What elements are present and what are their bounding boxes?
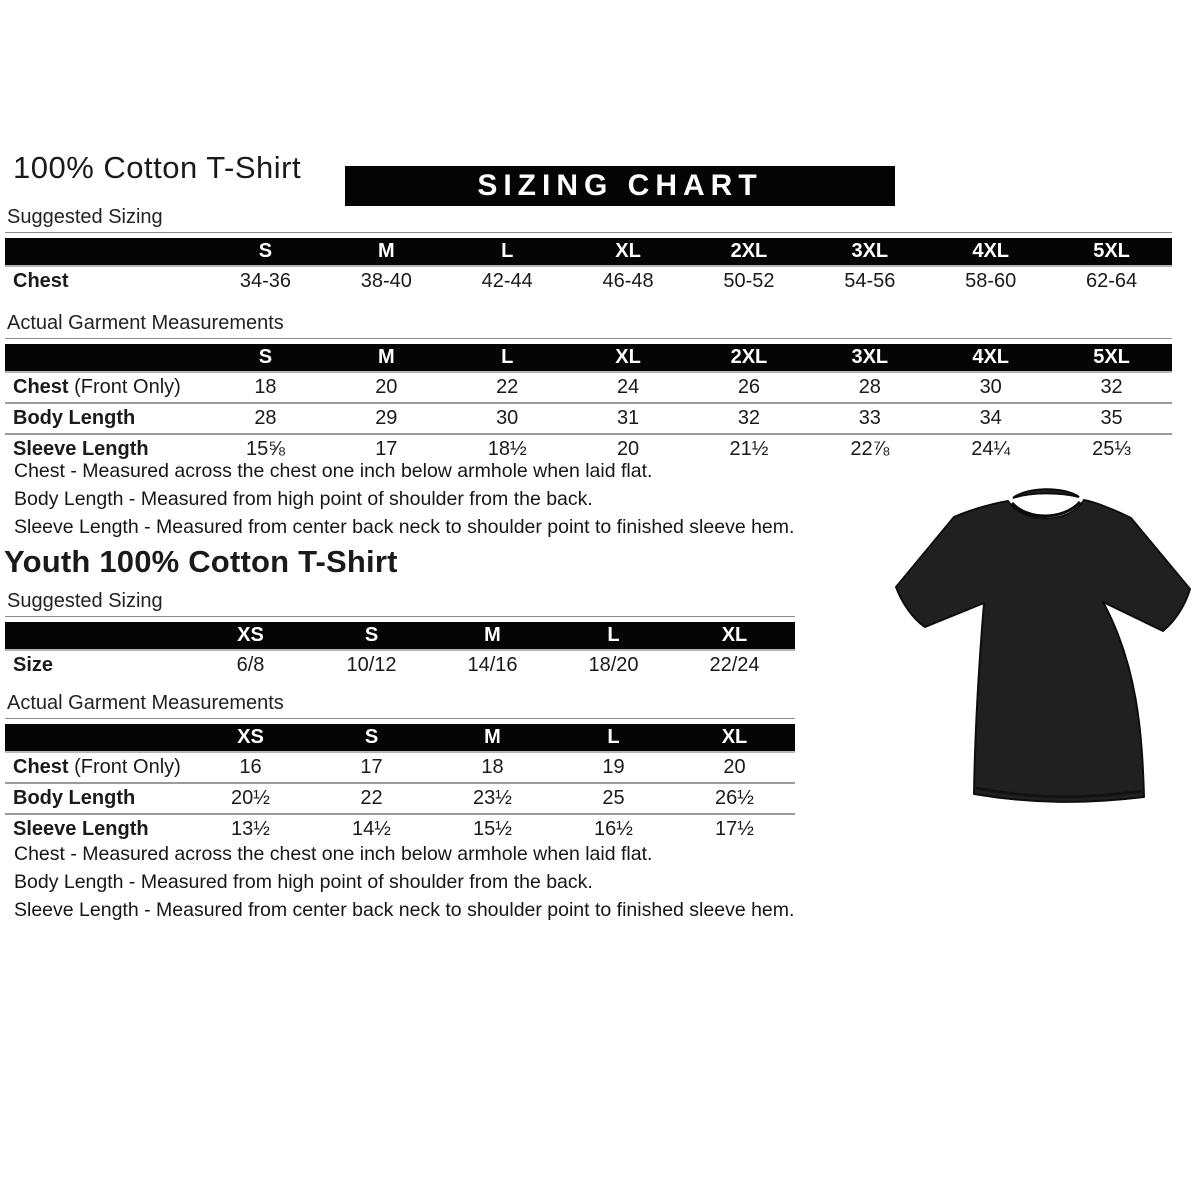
cell-value: 22⅞ (809, 434, 930, 464)
cell-value: 35 (1051, 403, 1172, 434)
cell-value: 18/20 (588, 654, 639, 676)
column-header: M (432, 622, 553, 650)
cell-value: 13½ (190, 814, 311, 844)
cell-value: 32 (1100, 376, 1123, 398)
cell-value: 24¼ (930, 434, 1051, 464)
adult-suggested-sizing-label: Suggested Sizing (5, 206, 1172, 233)
cell-value: 18 (254, 376, 277, 398)
note-chest: Chest - Measured across the chest one inch below armhole when laid flat. (14, 843, 653, 865)
column-header: 3XL (809, 238, 930, 266)
youth-section-title: Youth 100% Cotton T-Shirt (4, 544, 398, 579)
cell-value: 31 (568, 403, 689, 434)
cell-value: 22 (311, 783, 432, 814)
cell-value: 20 (723, 756, 746, 778)
youth-actual-measurements-label: Actual Garment Measurements (5, 692, 795, 719)
cell-value: 30 (979, 376, 1002, 398)
tshirt-graphic (888, 488, 1198, 808)
cell-value: 28 (858, 376, 881, 398)
cell-value: 18 (481, 756, 504, 778)
column-header: 2XL (689, 344, 810, 372)
cell-value: 30 (447, 403, 568, 434)
row-label: Chest (Front Only) (13, 376, 181, 398)
column-header: 5XL (1051, 238, 1172, 266)
cell-value: 26½ (674, 783, 795, 814)
note-chest: Chest - Measured across the chest one inch below armhole when laid flat. (14, 460, 653, 482)
cell-value: 33 (809, 403, 930, 434)
column-header: 4XL (930, 238, 1051, 266)
cell-value: 17½ (674, 814, 795, 844)
table-row-chest (5, 372, 1172, 403)
table-header-row (5, 344, 1172, 372)
youth-suggested-sizing-section (5, 590, 795, 680)
cell-value: 22/24 (709, 654, 760, 676)
cell-value: 16 (239, 756, 262, 778)
cell-value: 25⅓ (1051, 434, 1172, 464)
column-header: XL (674, 622, 795, 650)
cell-value: 28 (205, 403, 326, 434)
sizing-chart-banner-label: SIZING CHART (477, 169, 763, 202)
column-header: 3XL (809, 344, 930, 372)
table-row-body-length (5, 403, 1172, 434)
column-header: S (205, 238, 326, 266)
row-label: Chest (Front Only) (13, 756, 181, 778)
column-header: XS (190, 724, 311, 752)
header-spacer (5, 724, 190, 752)
adult-suggested-sizing-table (5, 238, 1172, 296)
table-row-body-length (5, 783, 795, 814)
row-label: Chest (13, 270, 69, 292)
cell-value: 6/8 (236, 654, 265, 676)
cell-value: 10/12 (346, 654, 397, 676)
table-row-chest (5, 752, 795, 783)
cell-value: 25 (553, 783, 674, 814)
cell-value: 22 (496, 376, 519, 398)
cell-value: 19 (602, 756, 625, 778)
cell-value: 20 (375, 376, 398, 398)
table-header-row (5, 622, 795, 650)
cell-value: 14½ (311, 814, 432, 844)
column-header: L (447, 344, 568, 372)
cell-value: 16½ (553, 814, 674, 844)
header-spacer (5, 238, 205, 266)
row-label: Size (13, 654, 54, 676)
cell-value: 46-48 (602, 270, 654, 292)
cell-value: 15⅝ (205, 434, 326, 464)
column-header: 5XL (1051, 344, 1172, 372)
cell-value: 20 (568, 434, 689, 464)
note-body-length: Body Length - Measured from high point of shoulder from the back. (14, 488, 593, 510)
cell-value: 23½ (432, 783, 553, 814)
youth-actual-measurements-section (5, 692, 795, 844)
cell-value: 38-40 (360, 270, 412, 292)
cell-value: 50-52 (723, 270, 775, 292)
cell-value: 18½ (447, 434, 568, 464)
column-header: XL (568, 344, 689, 372)
note-body-length: Body Length - Measured from high point of shoulder from the back. (14, 871, 593, 893)
adult-actual-measurements-label: Actual Garment Measurements (5, 312, 1172, 339)
table-header-row (5, 238, 1172, 266)
column-header: XL (674, 724, 795, 752)
cell-value: 26 (737, 376, 761, 398)
cell-value: 17 (326, 434, 447, 464)
youth-actual-measurements-table (5, 724, 795, 844)
adult-suggested-sizing-section (5, 206, 1172, 296)
cell-value: 15½ (432, 814, 553, 844)
column-header: M (326, 344, 447, 372)
cell-value: 62-64 (1085, 270, 1138, 292)
note-sleeve-length: Sleeve Length - Measured from center back neck to shoulder point to finished sleeve hem. (14, 899, 795, 921)
column-header: M (432, 724, 553, 752)
cell-value: 14/16 (467, 654, 518, 676)
adult-actual-measurements-table (5, 344, 1172, 464)
column-header: S (311, 622, 432, 650)
cell-value: 21½ (689, 434, 810, 464)
header-spacer (5, 622, 190, 650)
column-header: L (553, 622, 674, 650)
table-row-size (5, 650, 795, 680)
column-header: S (311, 724, 432, 752)
row-label: Sleeve Length (5, 814, 190, 844)
column-header: S (205, 344, 326, 372)
youth-suggested-sizing-label: Suggested Sizing (5, 590, 795, 617)
adult-section-title: 100% Cotton T-Shirt (13, 150, 302, 185)
sizing-chart-banner (345, 166, 895, 206)
cell-value: 24 (616, 376, 640, 398)
column-header: 4XL (930, 344, 1051, 372)
column-header: 2XL (689, 238, 810, 266)
cell-value: 54-56 (844, 270, 896, 292)
note-sleeve-length: Sleeve Length - Measured from center back neck to shoulder point to finished sleeve hem. (14, 516, 795, 538)
row-label: Sleeve Length (5, 434, 205, 464)
cell-value: 58-60 (965, 270, 1017, 292)
adult-actual-measurements-section (5, 312, 1172, 464)
column-header: M (326, 238, 447, 266)
cell-value: 32 (689, 403, 810, 434)
cell-value: 34 (930, 403, 1051, 434)
column-header: L (553, 724, 674, 752)
row-label: Body Length (5, 403, 205, 434)
adult-measurement-notes (14, 457, 794, 541)
column-header: L (447, 238, 568, 266)
cell-value: 20½ (190, 783, 311, 814)
cell-value: 42-44 (481, 270, 533, 292)
row-label: Body Length (5, 783, 190, 814)
cell-value: 17 (360, 756, 383, 778)
column-header: XL (568, 238, 689, 266)
youth-measurement-notes (14, 840, 794, 924)
black-tshirt-image (888, 488, 1198, 808)
cell-value: 29 (326, 403, 447, 434)
header-spacer (5, 344, 205, 372)
youth-suggested-sizing-table (5, 622, 795, 680)
table-row (5, 266, 1172, 296)
column-header: XS (190, 622, 311, 650)
cell-value: 34-36 (239, 270, 292, 292)
table-header-row (5, 724, 795, 752)
